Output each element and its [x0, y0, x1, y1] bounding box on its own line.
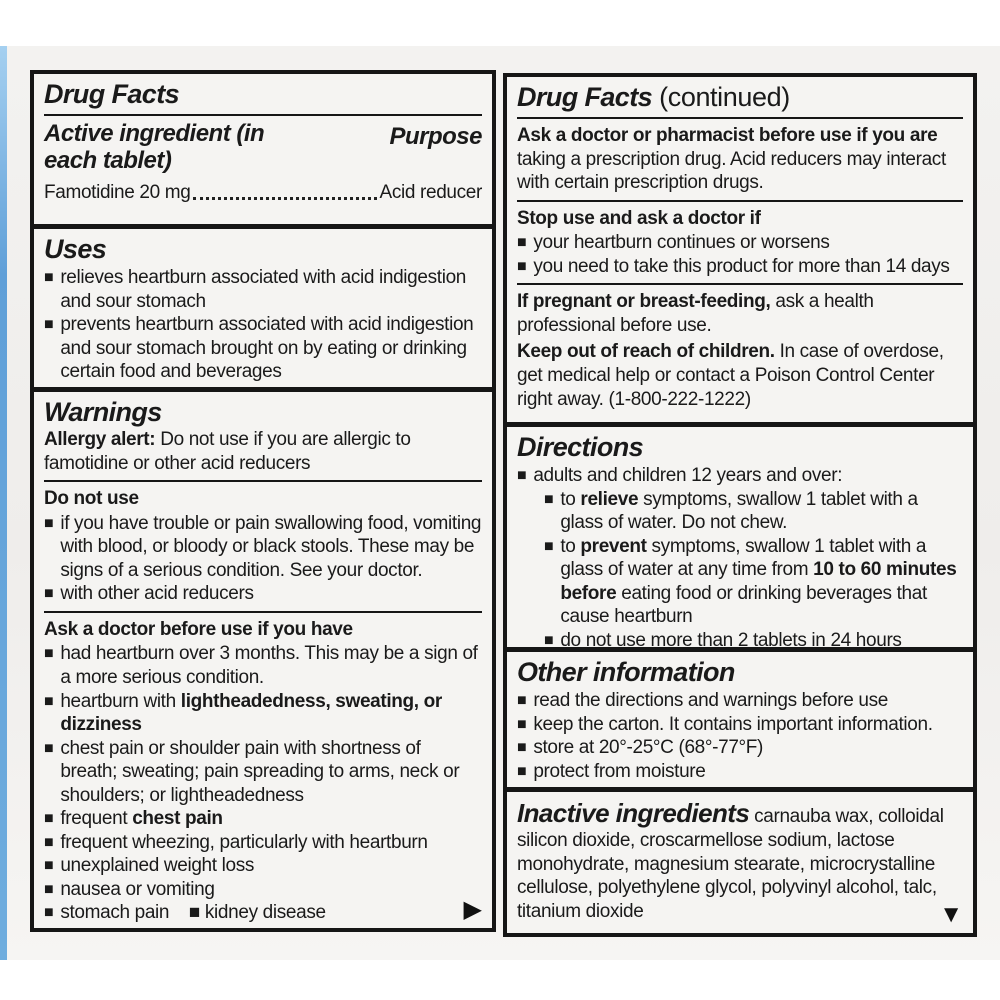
bullet-square-icon: ■	[44, 880, 54, 898]
bullet-item: ■ frequent wheezing, particularly with heartburn	[44, 831, 428, 853]
bullet-square-icon: ■	[44, 645, 54, 663]
bullet-item: ■ do not use more than 2 tablets in 24 hours	[517, 629, 963, 647]
ask-doctor-bullet-list	[44, 642, 482, 925]
panel-title-bar	[44, 79, 482, 116]
bullet-square-icon: ■	[517, 467, 527, 485]
stop-use-bullet-list	[517, 231, 963, 278]
bullet-square-icon: ■	[44, 904, 54, 922]
bullet-item: ■ stomach pain ■ kidney disease	[44, 902, 326, 924]
ask-pharmacist-paragraph: Ask a doctor or pharmacist before use if you are taking a prescription drug. Acid reducers may interact with certain prescription drugs.	[517, 125, 946, 194]
uses-bullet-list	[44, 266, 482, 384]
bullet-square-icon: ■	[517, 234, 527, 252]
bullet-item: ■ had heartburn over 3 months. This may be a sign of a more serious condition.	[44, 643, 478, 688]
continued-label: (continued)	[652, 82, 790, 112]
ingredient-name: Famotidine 20 mg	[44, 181, 191, 203]
divider	[517, 200, 963, 202]
leader-dots	[193, 196, 376, 200]
active-ingredient-heading: Active ingredient (in each tablet)	[44, 120, 265, 174]
section-drug-facts-continued	[507, 77, 973, 422]
bullet-item: ■ to prevent symptoms, swallow 1 tablet with a glass of water at any time from 10 to 60 minutes before eating food or drinking beverages that cause heartburn	[544, 535, 957, 628]
bullet-square-icon: ■	[544, 631, 554, 647]
other-information-bullet-list	[517, 689, 963, 783]
bullet-item: ■ read the directions and warnings before use	[517, 690, 888, 712]
bullet-item: ■ to relieve symptoms, swallow 1 tablet with a glass of water. Do not chew.	[544, 488, 918, 534]
bullet-item: ■ you need to take this product for more than 14 days	[517, 255, 950, 277]
drug-facts-panel-right	[503, 73, 977, 937]
continue-arrow-right-icon: ▶	[463, 896, 482, 923]
ingredient-purpose: Acid reducer	[379, 181, 482, 203]
bullet-item: ■ unexplained weight loss	[44, 855, 255, 877]
bullet-item: ■ prevents heartburn associated with acid indigestion and sour stomach brought on by eating or drinking certain food and beverages	[44, 314, 474, 383]
bullet-item: ■ frequent chest pain	[44, 808, 223, 830]
bullet-square-icon: ■	[517, 715, 527, 733]
active-ingredient-header-row	[44, 121, 482, 175]
bullet-square-icon: ■	[517, 257, 527, 275]
bullet-item: ■ store at 20°-25°C (68°-77°F)	[517, 737, 764, 759]
bullet-square-icon: ■	[517, 762, 527, 780]
inactive-ingredients-title: Inactive ingredients	[517, 798, 750, 828]
bullet-square-icon: ■	[44, 585, 54, 603]
uses-title: Uses	[44, 234, 107, 264]
section-inactive-ingredients	[507, 787, 973, 933]
panel-title-bar	[517, 82, 963, 119]
warnings-title: Warnings	[44, 397, 162, 427]
bullet-item: ■ heartburn with lightheadedness, sweating, or dizziness	[44, 690, 442, 736]
keep-out-of-reach-paragraph: Keep out of reach of children. In case of overdose, get medical help or contact a Poison Control Center right away. (1-800-222-1222)	[517, 341, 944, 410]
bullet-item: ■ protect from moisture	[517, 760, 706, 782]
drug-facts-panel-left	[30, 70, 496, 932]
directions-bullet-list	[517, 464, 963, 647]
inactive-ingredients-text: carnauba wax, colloidal silicon dioxide, croscarmellose sodium, lactose monohydrate, magnesium stearate, microcrystalline cellulose, polyethylene glycol, polyvinyl alcohol, talc, titanium dioxide	[517, 806, 944, 922]
do-not-use-bullet-list	[44, 512, 482, 606]
bullet-square-icon: ■	[517, 739, 527, 757]
allergy-alert-paragraph: Allergy alert: Do not use if you are allergic to famotidine or other acid reducers	[44, 429, 411, 474]
purpose-heading: Purpose	[389, 123, 482, 151]
bullet-square-icon: ■	[44, 692, 54, 710]
bullet-square-icon: ■	[44, 514, 54, 532]
bullet-square-icon: ■	[44, 316, 54, 334]
bullet-square-icon: ■	[44, 857, 54, 875]
pregnant-paragraph: If pregnant or breast-feeding, ask a health professional before use.	[517, 291, 874, 336]
section-uses	[34, 224, 492, 387]
inactive-ingredients-paragraph	[517, 797, 963, 923]
other-information-title: Other information	[517, 657, 735, 687]
bullet-square-icon: ■	[44, 833, 54, 851]
bullet-square-icon: ■	[44, 269, 54, 287]
section-active-ingredient	[34, 74, 492, 224]
divider	[44, 480, 482, 482]
bullet-square-icon: ■	[544, 537, 554, 555]
directions-title: Directions	[517, 432, 644, 462]
bullet-item: ■ nausea or vomiting	[44, 878, 215, 900]
section-warnings	[34, 387, 492, 928]
divider	[517, 283, 963, 285]
bullet-item: ■ your heartburn continues or worsens	[517, 232, 830, 254]
bullet-item: ■ adults and children 12 years and over:	[517, 465, 843, 487]
bullet-item: ■ with other acid reducers	[44, 583, 254, 605]
continue-arrow-down-icon: ▼	[939, 901, 963, 928]
do-not-use-heading: Do not use	[44, 488, 139, 510]
bullet-item: ■ if you have trouble or pain swallowing food, vomiting with blood, or bloody or black stools. These may be signs of a serious condition. See your doctor.	[44, 512, 482, 581]
panel-title: Drug Facts	[44, 79, 180, 109]
bullet-square-icon: ■	[544, 490, 554, 508]
bullet-item: ■ keep the carton. It contains important information.	[517, 713, 933, 735]
section-other-information	[507, 647, 973, 787]
bullet-item: ■ relieves heartburn associated with acid indigestion and sour stomach	[44, 267, 466, 312]
bullet-square-icon: ■	[517, 692, 527, 710]
ingredient-row	[44, 181, 482, 205]
bullet-square-icon: ■	[44, 810, 54, 828]
stop-use-heading: Stop use and ask a doctor if	[517, 207, 761, 229]
divider	[44, 611, 482, 613]
panel-title: Drug Facts (continued)	[517, 82, 790, 112]
ask-doctor-heading: Ask a doctor before use if you have	[44, 618, 353, 640]
carton-blue-edge	[0, 46, 7, 960]
section-directions	[507, 422, 973, 647]
bullet-item: ■ chest pain or shoulder pain with shortness of breath; sweating; pain spreading to arms, neck or shoulders; or lightheadedness	[44, 737, 460, 806]
bullet-square-icon: ■	[44, 739, 54, 757]
